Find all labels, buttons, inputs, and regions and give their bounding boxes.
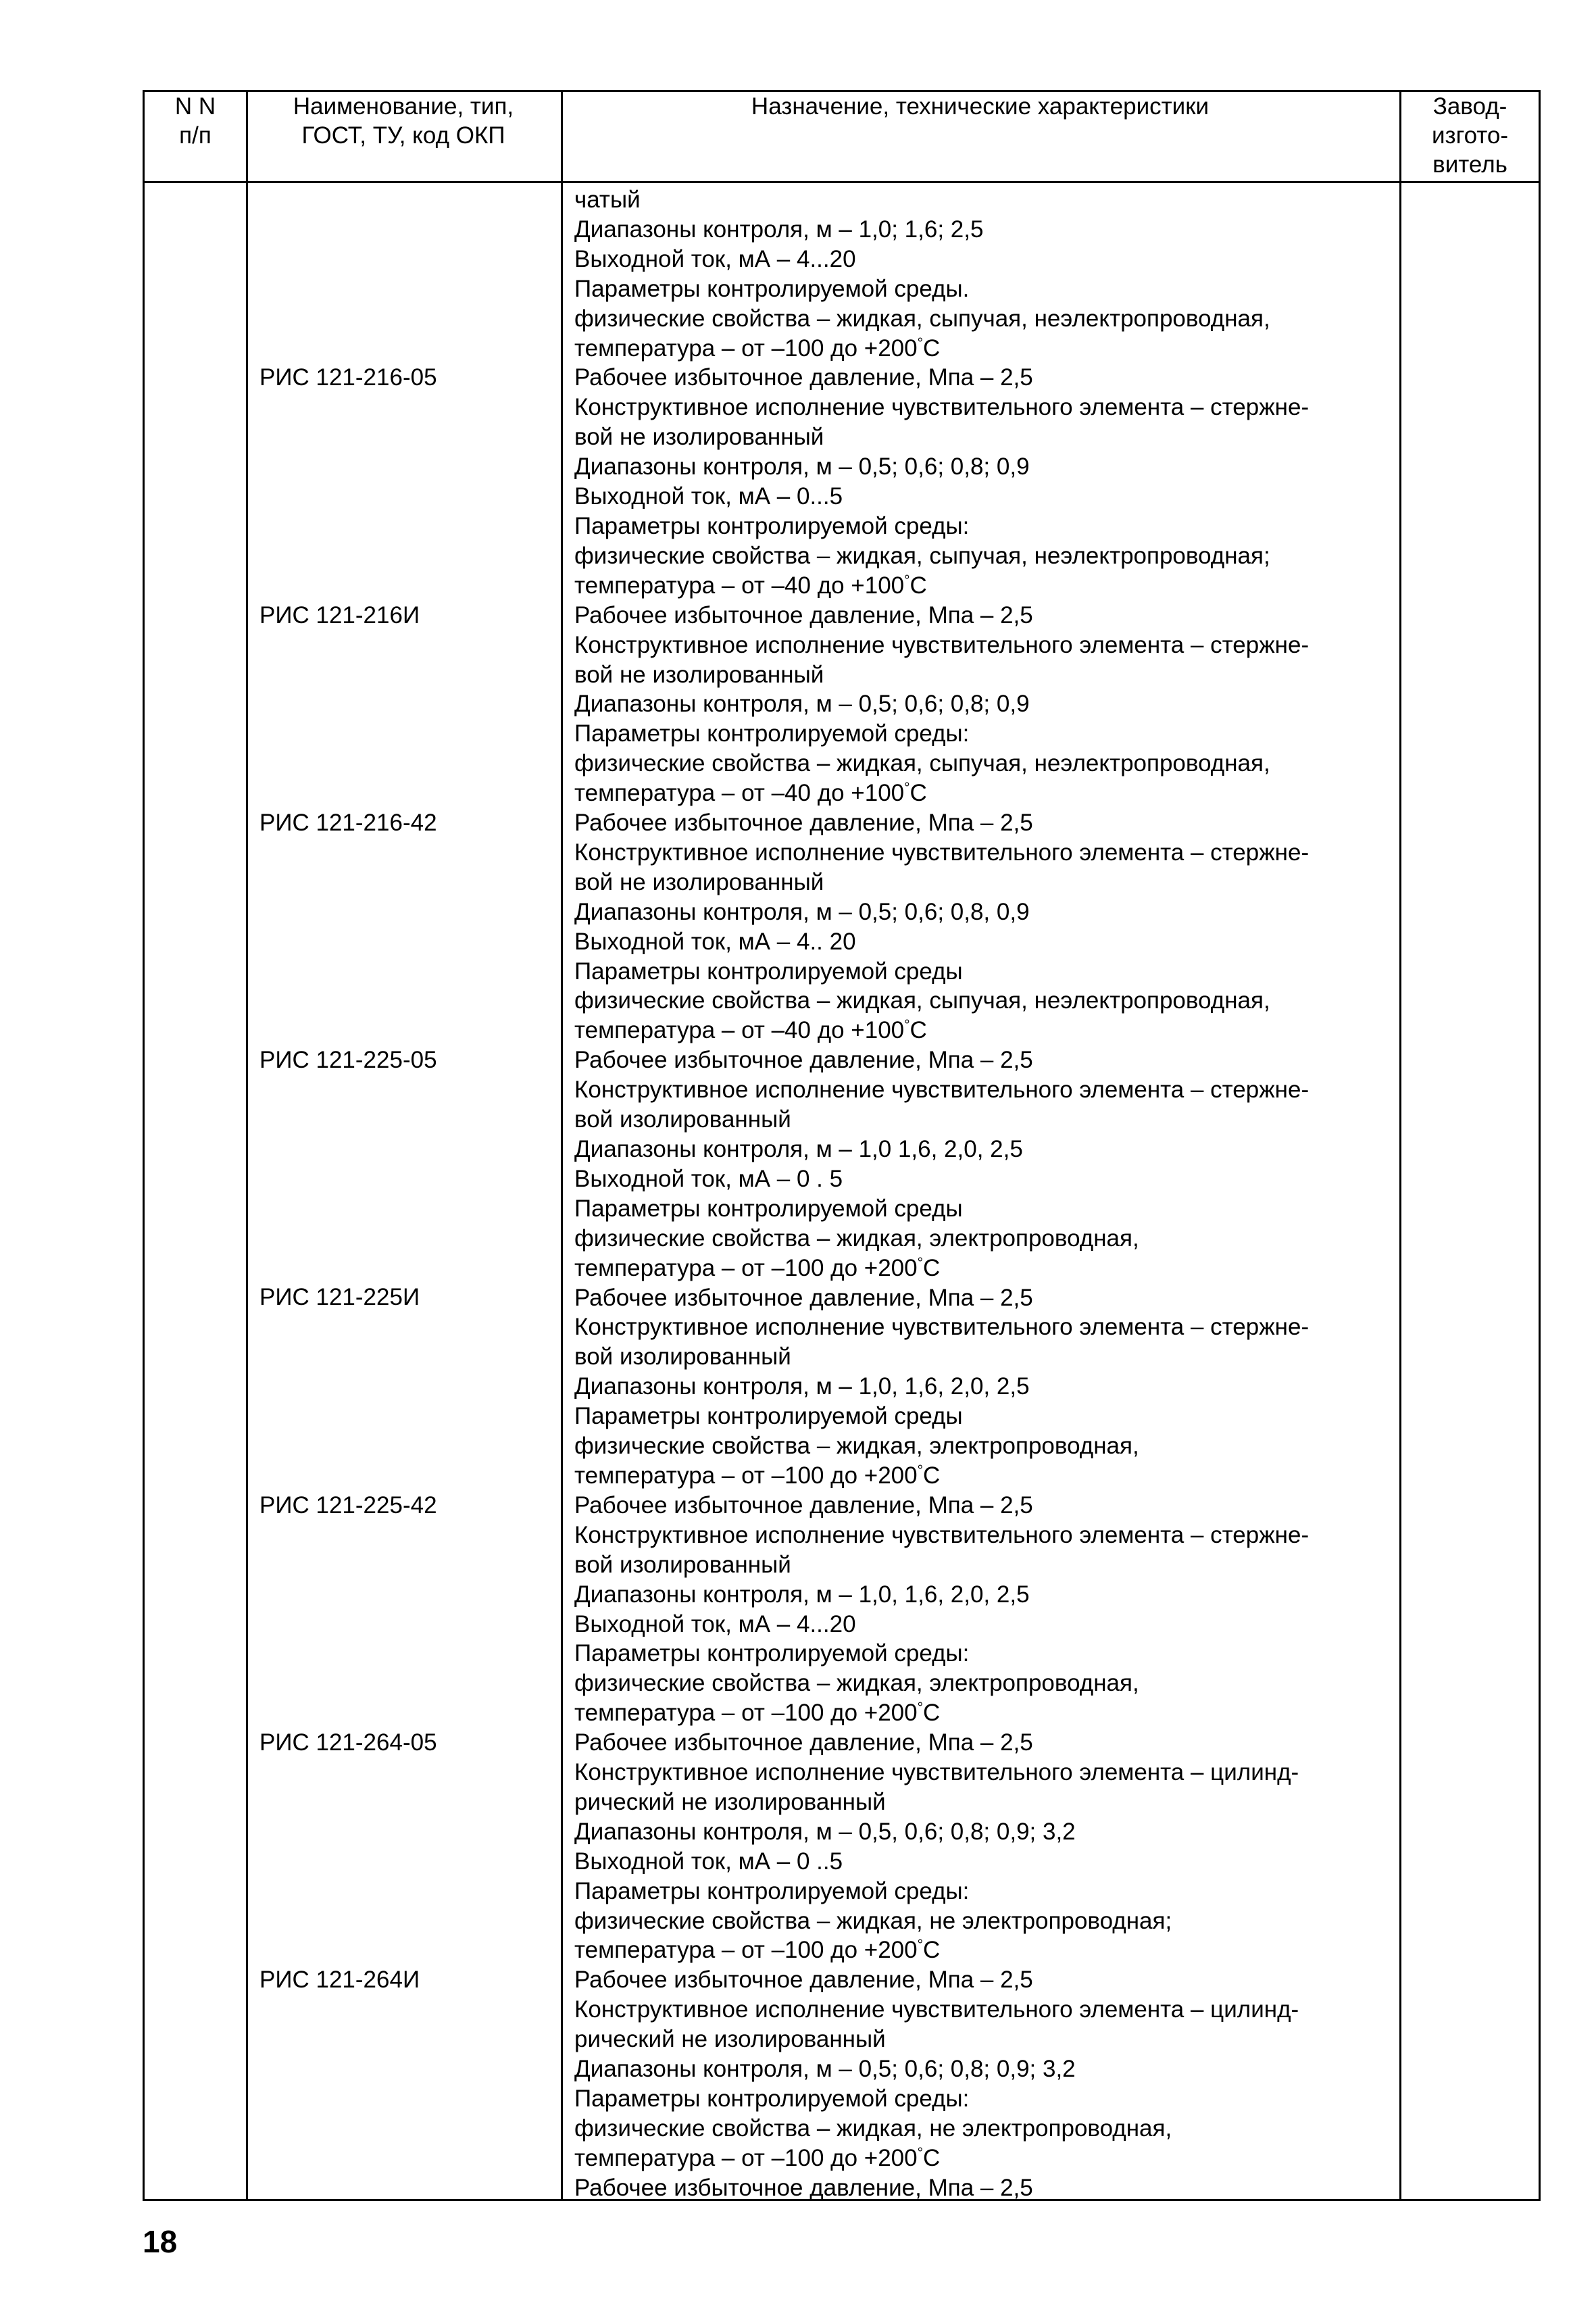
spec-line: температура – от –40 до +100°С [574, 572, 927, 599]
spec-line: физические свойства – жидкая, сыпучая, неэлектропроводная, [574, 750, 1270, 777]
header-col-name: Наименование, тип, ГОСТ, ТУ, код ОКП [293, 93, 514, 149]
spec-line: Параметры контролируемой среды: [574, 2085, 970, 2112]
spec-line: физические свойства – жидкая, электропроводная, [574, 1670, 1139, 1697]
spec-line: вой не изолированный [574, 868, 824, 895]
spec-line: физические свойства – жидкая, не электропроводная; [574, 1907, 1172, 1934]
spec-line: Рабочее избыточное давление, Мпа – 2,5 [574, 810, 1033, 837]
spec-line: Выходной ток, мА – 4...20 [574, 1610, 856, 1637]
model-name: РИС 121-216-42 [259, 809, 437, 836]
spec-line: Параметры контролируемой среды [574, 958, 963, 985]
spec-line: Конструктивное исполнение чувствительного элемента – стержне- [574, 1077, 1310, 1104]
spec-line: температура – от –100 до +200°С [574, 1937, 941, 1964]
model-name: РИС 121-216И [259, 601, 420, 628]
column-divider [561, 92, 563, 2199]
spec-line: Рабочее избыточное давление, Мпа – 2,5 [574, 1284, 1033, 1311]
spec-line: Диапазоны контроля, м – 0,5; 0,6; 0,8, 0,9 [574, 898, 1030, 925]
spec-line: Диапазоны контроля, м – 1,0 1,6, 2,0, 2,5 [574, 1136, 1023, 1162]
spec-line: Диапазоны контроля, м – 1,0, 1,6, 2,0, 2,5 [574, 1373, 1030, 1400]
header-divider [145, 181, 1539, 183]
spec-line: Рабочее избыточное давление, Мпа – 2,5 [574, 364, 1033, 391]
spec-line: температура – от –40 до +100°С [574, 780, 927, 807]
spec-line: температура – от –100 до +200°С [574, 335, 941, 362]
spec-line: Выходной ток, мА – 0 ..5 [574, 1848, 843, 1875]
spec-line: Рабочее избыточное давление, Мпа – 2,5 [574, 1967, 1033, 1994]
spec-line: Параметры контролируемой среды [574, 1403, 963, 1430]
model-name: РИС 121-225-05 [259, 1047, 437, 1074]
spec-line: Конструктивное исполнение чувствительного элемента – стержне- [574, 1521, 1310, 1548]
spec-line: рический не изолированный [574, 1788, 886, 1815]
spec-line: Выходной ток, мА – 4.. 20 [574, 928, 856, 955]
spec-line: Параметры контролируемой среды. [574, 275, 970, 302]
spec-line: физические свойства – жидкая, сыпучая, неэлектропроводная; [574, 542, 1270, 569]
spec-line: вой не изолированный [574, 661, 824, 688]
spec-line: Параметры контролируемой среды: [574, 1640, 970, 1667]
spec-line: Выходной ток, мА – 0...5 [574, 483, 843, 510]
spec-line: температура – от –100 до +200°С [574, 1700, 941, 1727]
spec-line: физические свойства – жидкая, электропроводная, [574, 1225, 1139, 1252]
spec-line: Конструктивное исполнение чувствительного элемента – стержне- [574, 394, 1310, 421]
spec-line: физические свойства – жидкая, электропроводная, [574, 1433, 1139, 1460]
spec-table [143, 90, 1541, 2201]
column-divider [1399, 92, 1401, 2199]
spec-line: Конструктивное исполнение чувствительного элемента – цилинд- [574, 1996, 1299, 2023]
column-divider [246, 92, 248, 2199]
spec-line: вой изолированный [574, 1343, 791, 1370]
header-col-number: N N п/п [174, 93, 216, 149]
spec-line: Параметры контролируемой среды: [574, 512, 970, 539]
spec-line: физические свойства – жидкая, не электропроводная, [574, 2115, 1172, 2142]
spec-line: температура – от –100 до +200°С [574, 1254, 941, 1281]
spec-line: температура – от –100 до +200°С [574, 2144, 941, 2171]
spec-line: Диапазоны контроля, м – 1,0; 1,6; 2,5 [574, 216, 984, 243]
spec-line: температура – от –100 до +200°С [574, 1462, 941, 1489]
spec-line: Рабочее избыточное давление, Мпа – 2,5 [574, 601, 1033, 628]
spec-text-column [574, 185, 1309, 2203]
model-name: РИС 121-225-42 [259, 1491, 437, 1518]
spec-line: Конструктивное исполнение чувствительного элемента – стержне- [574, 839, 1310, 866]
spec-line: вой изолированный [574, 1551, 791, 1578]
spec-line: Диапазоны контроля, м – 0,5; 0,6; 0,8; 0,9 [574, 453, 1030, 480]
spec-line: Рабочее избыточное давление, Мпа – 2,5 [574, 2174, 1033, 2201]
model-name: РИС 121-225И [259, 1284, 420, 1311]
page-number: 18 [143, 2224, 178, 2259]
spec-line: Конструктивное исполнение чувствительного элемента – цилинд- [574, 1759, 1299, 1786]
spec-line: чатый [574, 187, 641, 213]
header-col-manufacturer: Завод- изгото- витель [1431, 93, 1509, 178]
spec-line: физические свойства – жидкая, сыпучая, неэлектропроводная, [574, 987, 1270, 1014]
spec-line: Рабочее избыточное давление, Мпа – 2,5 [574, 1491, 1033, 1518]
spec-line: Диапазоны контроля, м – 0,5; 0,6; 0,8; 0,9 [574, 691, 1030, 718]
spec-line: Диапазоны контроля, м – 0,5, 0,6; 0,8; 0,9; 3,2 [574, 1818, 1076, 1845]
spec-line: Рабочее избыточное давление, Мпа – 2,5 [574, 1047, 1033, 1074]
model-name: РИС 121-264И [259, 1967, 420, 1993]
spec-line: рический не изолированный [574, 2026, 886, 2053]
spec-line: Рабочее избыточное давление, Мпа – 2,5 [574, 1729, 1033, 1756]
header-col-description: Назначение, технические характеристики [751, 93, 1210, 120]
spec-line: Выходной ток, мА – 0 . 5 [574, 1165, 843, 1192]
spec-line: Параметры контролируемой среды [574, 1195, 963, 1222]
spec-line: Диапазоны контроля, м – 0,5; 0,6; 0,8; 0,9; 3,2 [574, 2056, 1076, 2083]
spec-line: Параметры контролируемой среды: [574, 1877, 970, 1904]
spec-line: Конструктивное исполнение чувствительного элемента – стержне- [574, 631, 1310, 658]
spec-line: вой не изолированный [574, 424, 824, 451]
model-name: РИС 121-264-05 [259, 1729, 437, 1756]
spec-line: Диапазоны контроля, м – 1,0, 1,6, 2,0, 2,5 [574, 1581, 1030, 1608]
spec-line: Выходной ток, мА – 4...20 [574, 245, 856, 272]
spec-line: Параметры контролируемой среды: [574, 720, 970, 747]
spec-line: вой изолированный [574, 1106, 791, 1133]
spec-line: Конструктивное исполнение чувствительного элемента – стержне- [574, 1314, 1310, 1341]
spec-line: физические свойства – жидкая, сыпучая, неэлектропроводная, [574, 305, 1270, 332]
model-name: РИС 121-216-05 [259, 364, 437, 391]
spec-line: температура – от –40 до +100°С [574, 1017, 927, 1044]
